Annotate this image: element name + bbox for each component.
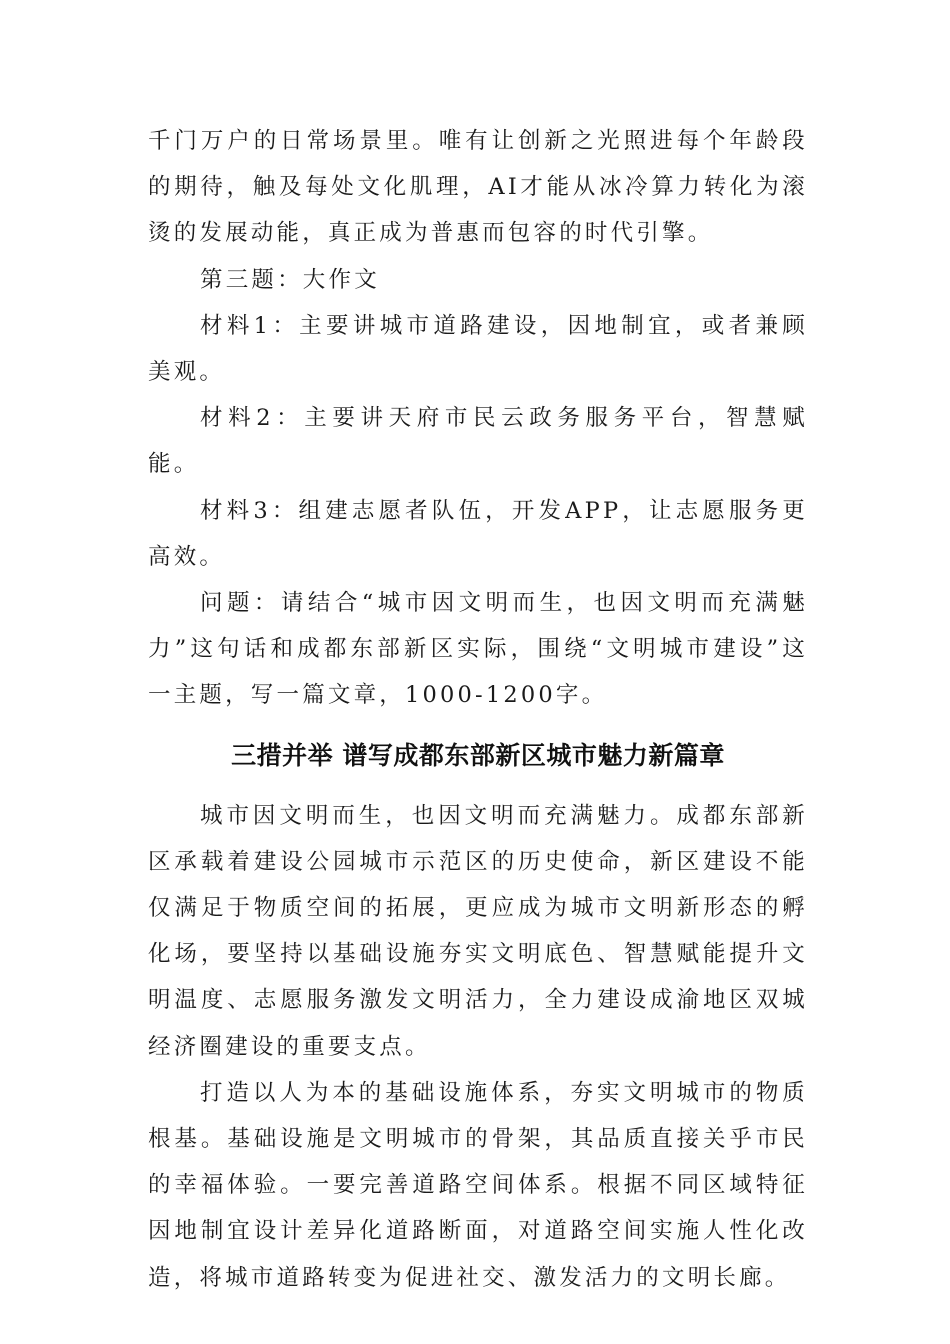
material-2-paragraph: 材料2：主要讲天府市民云政务服务平台，智慧赋能。 xyxy=(148,405,808,478)
material-3-paragraph: 材料3：组建志愿者队伍，开发APP，让志愿服务更高效。 xyxy=(148,497,808,570)
question-heading: 第三题：大作文 xyxy=(200,266,380,293)
question-paragraph: 问题：请结合“城市因文明而生，也因文明而充满魅力”这句话和成都东部新区实际，围绕“文明城市建设”这一主题，写一篇文章，1000-1200字。 xyxy=(148,590,808,709)
material-1-paragraph: 材料1：主要讲城市道路建设，因地制宜，或者兼顾美观。 xyxy=(148,312,808,386)
document-body xyxy=(148,118,808,1301)
continuation-paragraph: 千门万户的日常场景里。唯有让创新之光照进每个年龄段的期待，触及每处文化肌理，AI才能从冰冷算力转化为滚烫的发展动能，真正成为普惠而包容的时代引擎。 xyxy=(148,128,808,247)
essay-intro-paragraph: 城市因文明而生，也因文明而充满魅力。成都东部新区承载着建设公园城市示范区的历史使命，新区建设不能仅满足于物质空间的拓展，更应成为城市文明新形态的孵化场，要坚持以基础设施夯实文明底色、智慧赋能提升文明温度、志愿服务激发文明活力，全力建设成渝地区双城经济圈建设的重要支点。 xyxy=(148,802,808,1060)
essay-body-paragraph: 打造以人为本的基础设施体系，夯实文明城市的物质根基。基础设施是文明城市的骨架，其品质直接关乎市民的幸福体验。一要完善道路空间体系。根据不同区域特征因地制宜设计差异化道路断面，对道路空间实施人性化改造，将城市道路转变为促进社交、激发活力的文明长廊。 xyxy=(148,1079,808,1291)
essay-title: 三措并举 谱写成都东部新区城市魅力新篇章 xyxy=(231,740,725,770)
